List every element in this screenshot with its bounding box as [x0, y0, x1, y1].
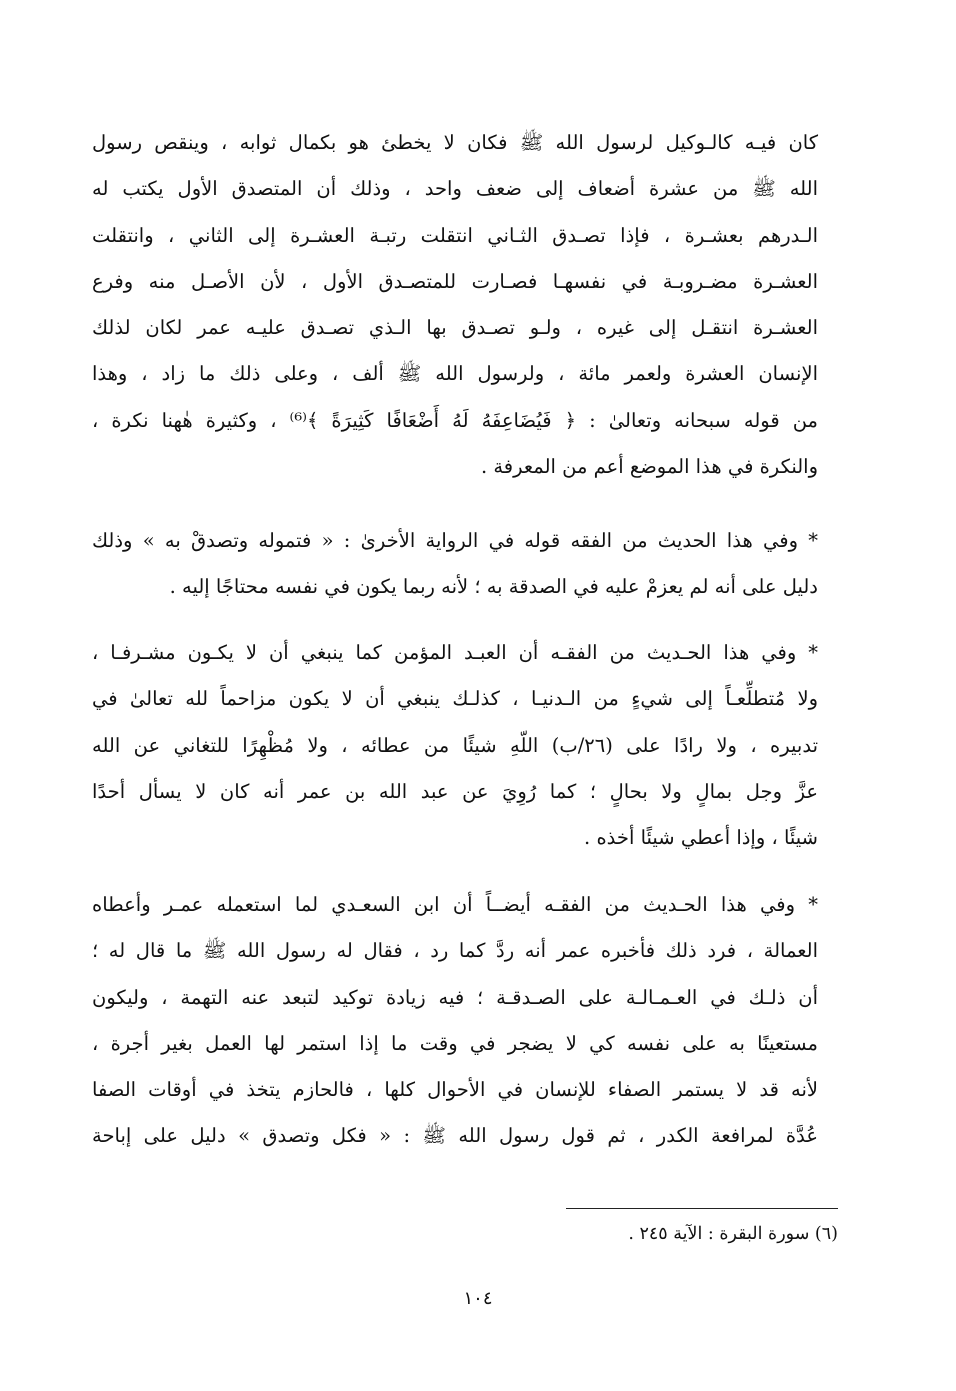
text-line: عُدَّة لمرافعة الكدر ، ثم قول رسول الله ﷺ : « فكل وتصدق » دليل على إباحة — [92, 1124, 818, 1148]
text-line: دليل على أنه لم يعزمْ عليه في الصدقة به ؛ لأنه ربما يكون في نفسه محتاجًا إليه . — [169, 575, 818, 599]
paragraph-1 — [92, 120, 818, 490]
text-line: من قوله سبحانه وتعالىٰ : ﴿ فَيُضَاعِفَهُ لَهُ أَضْعَافًا كَثِيرَةً ﴾⁽⁶⁾ ، وكثيرة هٰهنا نكرة ، — [92, 408, 818, 432]
text-line: تدبيره ، ولا رادًا على (٢٦/ب) اللّهِ شيئًا من عطائه ، ولا مُظْهِرًا للتغاني عن الله — [92, 733, 818, 757]
page-number: ١٠٤ — [463, 1288, 493, 1309]
text-line: والنكرة في هذا الموضع أعم من المعرفة . — [480, 455, 818, 479]
text-line: العمالة ، فرد ذلك فأخبره عمر أنه ردَّ كما رد ، فقال له رسول الله ﷺ ما قال له ؛ — [92, 939, 818, 963]
text-line: عزَّ وجل بمالٍ ولا بحالٍ ؛ كما رُوِيَ عن عبد الله بن عمر أنه كان لا يسأل أحدًا — [92, 779, 818, 803]
text-line: الله ﷺ من عشرة أضعاف إلى ضعف واحد ، وذلك أن المتصدق الأول يكتب له — [92, 177, 818, 201]
text-line: مستعينًا به على نفسه كي لا يضجر في وقت ما إذا استمر لها العمل بغير أجرة ، — [92, 1031, 818, 1055]
footnote-divider — [566, 1208, 838, 1209]
paragraph-2 — [92, 518, 818, 611]
paragraph-4 — [92, 882, 818, 1160]
text-line: لأنه قد لا يستمر الصفاء للإنسان في الأحوال كلها ، فالحازم يتخذ في أوقات الصفا — [92, 1078, 818, 1102]
text-line: * وفي هذا الحديث من الفقه قوله في الرواية الأخرىٰ : « فتموله وتصدقْ به » وذلك — [92, 529, 818, 552]
text-line: * وفي هذا الحـديث من الفقـه أيضــاً أن ابن السعـدي لما استعمله عمـر وأعطاه — [92, 893, 818, 916]
footnote: (٦) سورة البقرة : الآية ٢٤٥ . — [628, 1224, 838, 1244]
text-line: ولا مُتطلِّعـاً إلى شيءٍ من الـدنيـا ، كذلـك ينبغي أن لا يكون مزاحماً لله تعالىٰ في — [92, 687, 818, 711]
paragraph-3 — [92, 630, 818, 861]
text-line: الإنسان العشرة ولعمر مائة ، ولرسول الله ﷺ ألف ، وعلى ذلك ما زاد ، وهذا — [92, 362, 818, 386]
text-line: الـدرهم بعشـرة ، فإذا تصـدق الثـاني انتقلت رتبـة العشـرة إلى الثاني ، وانتقلت — [92, 223, 818, 247]
text-line: * وفي هذا الحـديث من الفقـه أن العبـد المؤمن كما ينبغي أن لا يكـون مشـرفـا ، — [92, 641, 818, 664]
text-line: أن ذلـك في العـمـالـة على الصـدقـة ؛ فيه زيادة توكيد لتبعد عنه التهمة ، وليكون — [92, 985, 818, 1009]
text-line: العشـرة مضـروبـة في نفسهـا فصـارت للمتصـدق الأول ، لأن الأصـل منه وفرع — [92, 269, 818, 293]
text-line: العشـرة انتقـل إلى غيره ، ولـو تصـدق بها الـذي تصـدق عليـه عمر لكان لذلك — [92, 316, 818, 340]
text-line: شيئًا ، وإذا أعطي شيئًا أخذه . — [584, 826, 818, 850]
text-line: كان فيـه كالـوكيل لرسول الله ﷺ فكان لا يخطئ هو بكمال ثوابه ، وينقص رسول — [92, 131, 818, 154]
